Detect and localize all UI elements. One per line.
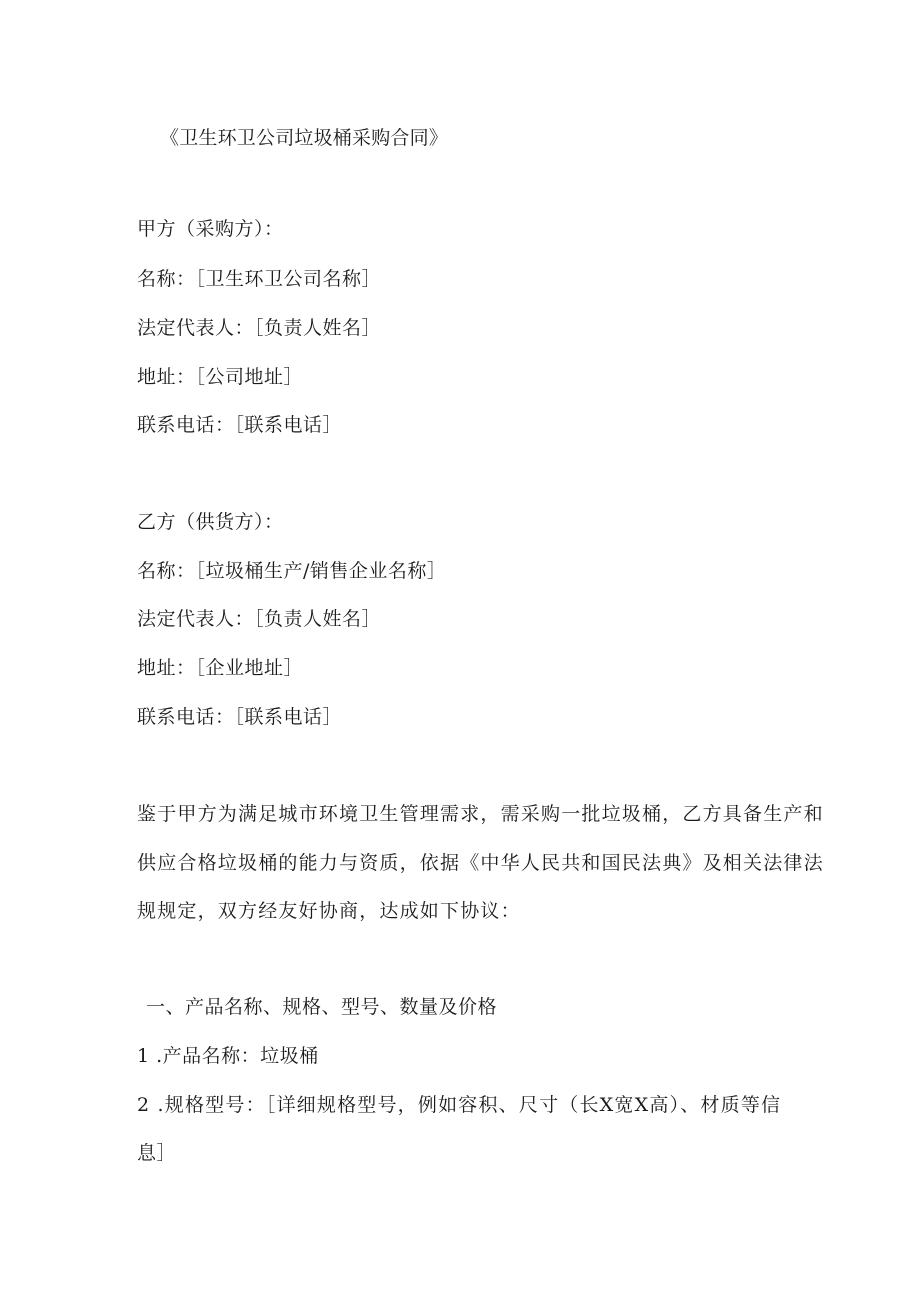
document-title: 《卫生环卫公司垃圾桶采购合同》 xyxy=(160,127,449,149)
section-1-item-continuation: 息］ xyxy=(137,1142,177,1164)
party-b-address: 地址：［企业地址］ xyxy=(137,657,304,679)
preamble-line: 鉴于甲方为满足城市环境卫生管理需求，需采购一批垃圾桶，乙方具备生产和 xyxy=(137,803,824,825)
preamble-line: 供应合格垃圾桶的能力与资质，依据《中华人民共和国民法典》及相关法律法 xyxy=(137,852,824,874)
party-a-legal-rep: 法定代表人：［负责人姓名］ xyxy=(137,317,382,339)
party-a-phone: 联系电话：［联系电话］ xyxy=(137,414,343,436)
party-b-name: 名称：［垃圾桶生产/销售企业名称］ xyxy=(137,560,447,582)
party-a-heading: 甲方（采购方）： xyxy=(137,218,284,240)
section-1-item: 1 .产品名称：垃圾桶 xyxy=(137,1045,319,1067)
party-a-address: 地址：［公司地址］ xyxy=(137,366,304,388)
party-a-name: 名称：［卫生环卫公司名称］ xyxy=(137,268,382,290)
section-1-item: 2 .规格型号：［详细规格型号，例如容积、尺寸（长X宽X高）、材质等信 xyxy=(137,1094,782,1116)
preamble-line: 规规定，双方经友好协商，达成如下协议： xyxy=(137,900,521,922)
section-1-heading: 一、产品名称、规格、型号、数量及价格 xyxy=(146,996,498,1018)
party-b-heading: 乙方（供货方）： xyxy=(137,511,284,533)
party-b-legal-rep: 法定代表人：［负责人姓名］ xyxy=(137,608,382,630)
party-b-phone: 联系电话：［联系电话］ xyxy=(137,706,343,728)
